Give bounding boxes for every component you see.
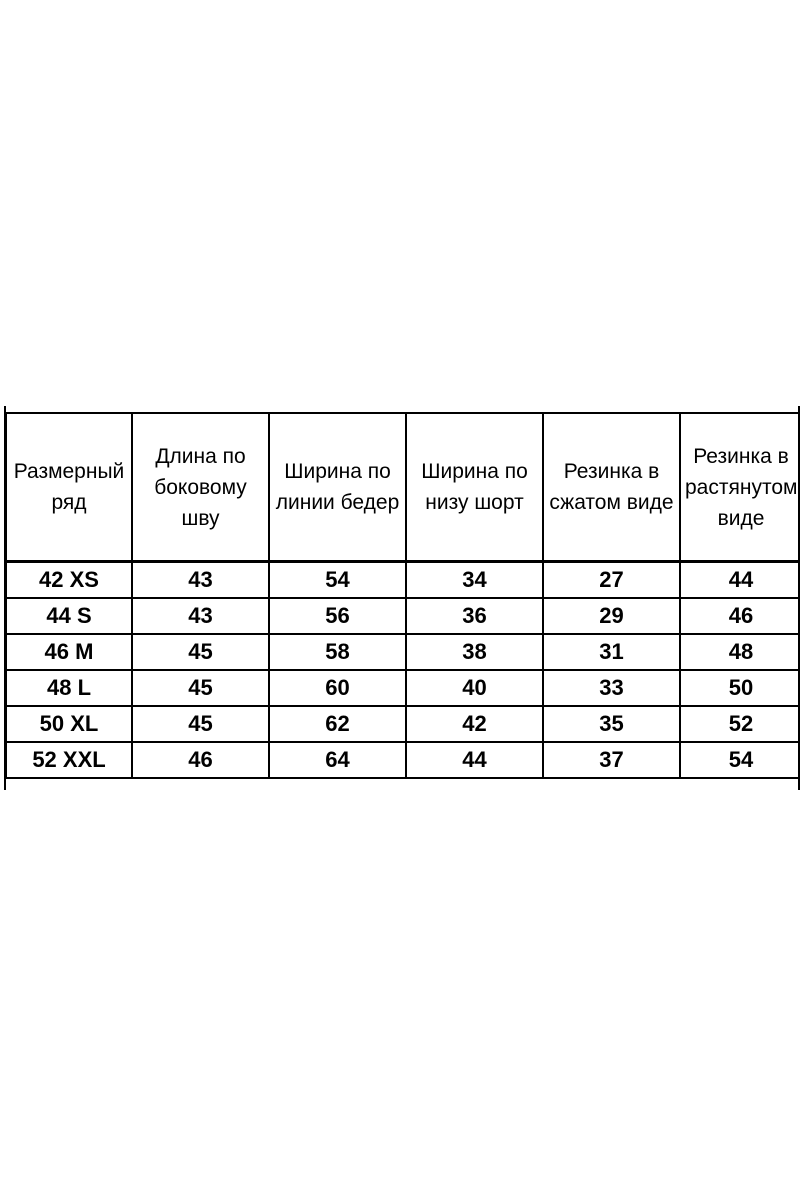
value-cell: 37 — [543, 742, 680, 778]
table-row — [6, 598, 800, 634]
value-cell: 45 — [132, 706, 269, 742]
size-cell: 44 S — [6, 598, 132, 634]
size-cell: 50 XL — [6, 706, 132, 742]
size-cell: 42 XS — [6, 562, 132, 599]
size-cell: 48 L — [6, 670, 132, 706]
header-size-range: Размерный ряд — [6, 413, 132, 562]
value-cell: 60 — [269, 670, 406, 706]
value-cell: 45 — [132, 670, 269, 706]
value-cell: 56 — [269, 598, 406, 634]
table-row — [6, 634, 800, 670]
value-cell: 50 — [680, 670, 800, 706]
header-elastic-relaxed: Резинка в сжатом виде — [543, 413, 680, 562]
value-cell: 64 — [269, 742, 406, 778]
value-cell: 52 — [680, 706, 800, 742]
header-elastic-stretched: Резинка в растянутом виде — [680, 413, 800, 562]
size-cell: 46 M — [6, 634, 132, 670]
value-cell: 33 — [543, 670, 680, 706]
value-cell: 54 — [680, 742, 800, 778]
value-cell: 40 — [406, 670, 543, 706]
value-cell: 58 — [269, 634, 406, 670]
header-hip-width: Ширина по линии бедер — [269, 413, 406, 562]
value-cell: 38 — [406, 634, 543, 670]
value-cell: 48 — [680, 634, 800, 670]
value-cell: 54 — [269, 562, 406, 599]
value-cell: 43 — [132, 598, 269, 634]
value-cell: 27 — [543, 562, 680, 599]
value-cell: 45 — [132, 634, 269, 670]
table-row — [6, 742, 800, 778]
header-hem-width: Ширина по низу шорт — [406, 413, 543, 562]
value-cell: 29 — [543, 598, 680, 634]
value-cell: 34 — [406, 562, 543, 599]
value-cell: 31 — [543, 634, 680, 670]
size-chart-table — [5, 412, 800, 779]
value-cell: 44 — [680, 562, 800, 599]
value-cell: 42 — [406, 706, 543, 742]
value-cell: 36 — [406, 598, 543, 634]
table-row — [6, 706, 800, 742]
value-cell: 43 — [132, 562, 269, 599]
table-row — [6, 562, 800, 599]
value-cell: 46 — [132, 742, 269, 778]
value-cell: 46 — [680, 598, 800, 634]
table-row — [6, 670, 800, 706]
value-cell: 44 — [406, 742, 543, 778]
size-cell: 52 XXL — [6, 742, 132, 778]
value-cell: 35 — [543, 706, 680, 742]
value-cell: 62 — [269, 706, 406, 742]
header-side-seam-length: Длина по боковому шву — [132, 413, 269, 562]
table-header-row — [6, 413, 800, 562]
